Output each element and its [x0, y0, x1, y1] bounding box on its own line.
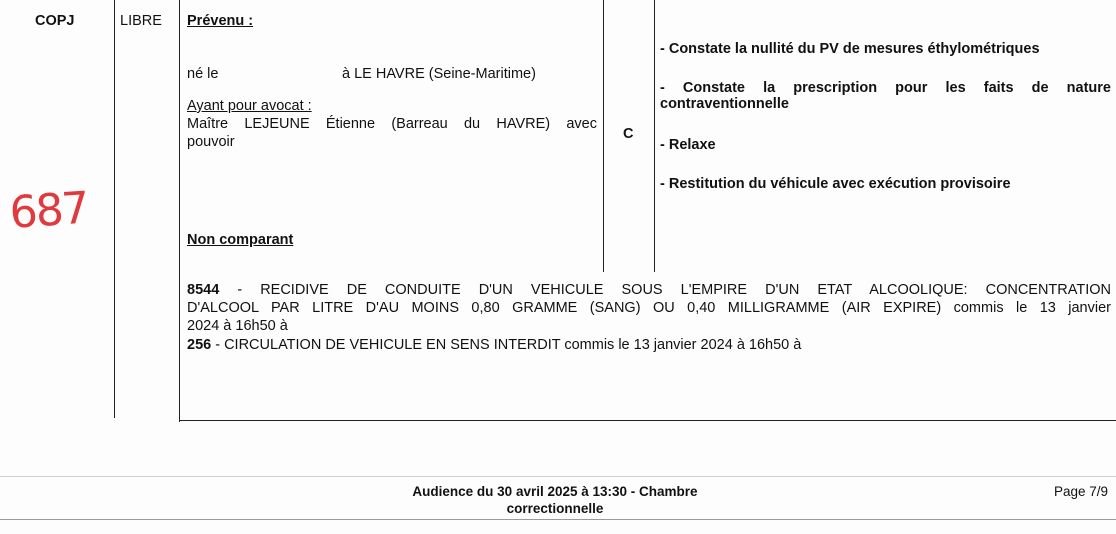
decision-code: C	[623, 126, 634, 142]
hearing-title	[340, 483, 770, 517]
birth-place: à LE HAVRE (Seine-Maritime)	[342, 66, 536, 82]
charge-line: 2024 à 16h50 à	[187, 318, 288, 334]
decision-item: - Relaxe	[660, 137, 716, 153]
lawyer-name-line1: Maître LEJEUNE Étienne (Barreau du HAVRE) avec	[187, 116, 597, 132]
footer-top-rule	[0, 476, 1116, 477]
charge-code: 8544	[187, 282, 220, 298]
lawyer-label: Ayant pour avocat :	[187, 98, 312, 114]
hearing-line2: correctionnelle	[506, 501, 604, 516]
col-divider-1	[114, 0, 115, 418]
row-bottom-border	[179, 420, 1116, 421]
charge-text: - CIRCULATION DE VEHICULE EN SENS INTERDIT commis le 13 janvier 2024 à 16h50 à	[211, 337, 802, 353]
case-type: COPJ	[35, 13, 75, 29]
charge-line: D'ALCOOL PAR LITRE D'AU MOINS 0,80 GRAMME (SANG) OU 0,40 MILLIGRAMME (AIR EXPIRE) commis le 13 janvier	[187, 300, 1111, 316]
birth-prefix: né le	[187, 66, 219, 82]
charge-code: 256	[187, 337, 212, 353]
decision-item: - Constate la nullité du PV de mesures éthylométriques	[660, 41, 1040, 57]
case-status: LIBRE	[120, 13, 162, 29]
charge-line	[187, 337, 801, 353]
page-number: Page 7/9	[1054, 484, 1109, 499]
charge-text: - RECIDIVE DE CONDUITE D'UN VEHICULE SOUS L'EMPIRE D'UN ETAT ALCOOLIQUE: CONCENTRATION	[219, 282, 1111, 298]
col-divider-3	[603, 0, 604, 272]
lawyer-name-line2: pouvoir	[187, 134, 235, 150]
decision-item: - Constate la prescription pour les faits de nature contraventionnelle	[660, 80, 1111, 112]
charge-line	[187, 282, 1111, 298]
col-divider-2	[179, 0, 180, 422]
decision-item: - Restitution du véhicule avec exécution provisoire	[660, 176, 1011, 192]
col-divider-4	[654, 0, 655, 272]
presence-status: Non comparant	[187, 232, 294, 248]
footer-bottom-rule	[0, 519, 1116, 520]
prevenu-label: Prévenu :	[187, 13, 254, 29]
hearing-line1: Audience du 30 avril 2025 à 13:30 - Chambre	[412, 484, 698, 499]
handwritten-number: 687	[8, 182, 90, 239]
